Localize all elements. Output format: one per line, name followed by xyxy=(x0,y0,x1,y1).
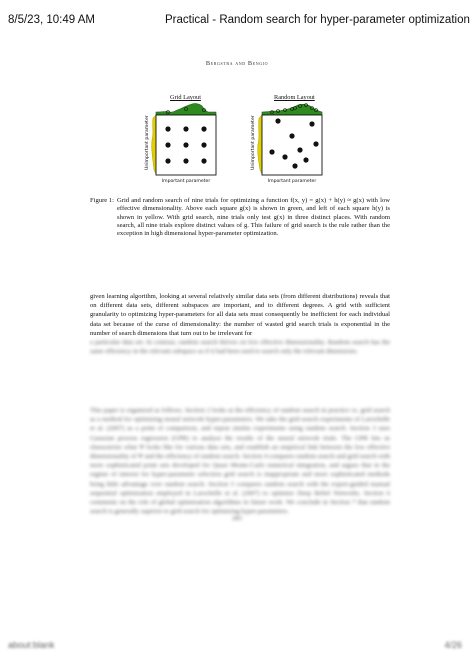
random-point xyxy=(292,163,297,168)
random-point xyxy=(275,118,280,123)
body-paragraph-1-tail: a particular data set. In contrast, random search thrives on low effective dimensionality. Random search has the same efficiency in the relevant subspace as if it had been used to search only the relevant dimensions. xyxy=(90,339,390,356)
grid-y-axis-label: Unimportant parameter xyxy=(145,115,150,170)
figure-caption xyxy=(90,197,390,238)
print-footer-url: about:blank xyxy=(8,640,55,650)
body-paragraph-1: given learning algorithm, looking at several relatively similar data sets (from different distributions) reveals that on different data sets, different subspaces are important, and to different degrees. A grid with sufficient granularity to optimizing hyper-parameters for all data sets must consequently be inefficient for each individual data set because of the curse of dimensionality: the number of wasted grid search trials is exponential in the number of search dimensions that turn out to be irrelevant for xyxy=(90,293,390,337)
print-header xyxy=(0,0,474,40)
grid-point xyxy=(201,158,206,163)
grid-point xyxy=(183,142,188,147)
grid-x-axis-label: Important parameter xyxy=(161,179,211,184)
grid-point xyxy=(183,126,188,131)
grid-yellow-curve xyxy=(152,115,156,174)
grid-point xyxy=(201,126,206,131)
random-point xyxy=(269,149,274,154)
print-footer-page: 4/26 xyxy=(444,640,462,650)
random-yellow-curve xyxy=(258,115,262,174)
grid-layout-panel xyxy=(144,104,216,184)
random-layout-panel xyxy=(250,104,322,185)
print-doc-title: Practical - Random search for hyper-parameter optimization xyxy=(165,14,470,26)
random-point xyxy=(303,157,308,162)
caption-text: Grid and random search of nine trials for optimizing a function f(x, y) = g(x) + h(y) ≈ g(x) with low effective dimensionality. Above each square g(x) is shown in green, and left of each square h(y) is shown in yellow. With grid search, nine trials only test g(x) in three distinct places. With random search, all nine trials explore distinct values of g. This failure of grid search is the rule rather than the exception in high dimensional hyper-parameter optimization. xyxy=(117,197,390,238)
grid-point xyxy=(165,142,170,147)
random-y-axis-label: Unimportant parameter xyxy=(251,115,256,170)
random-point xyxy=(313,141,318,146)
grid-point xyxy=(165,126,170,131)
grid-point xyxy=(201,142,206,147)
grid-point xyxy=(165,158,170,163)
random-point xyxy=(289,133,294,138)
random-x-axis-label: Important parameter xyxy=(267,179,317,184)
body-paragraph-2: This paper is organized as follows. Section 2 looks at the efficiency of random search in practice vs. grid search as a method for optimizing neural network hyper-parameters. We take the grid search experiments of Larochelle et al. (2007) as a point of comparison, and repeat similar experiments using random search. Section 3 uses Gaussian process regression (GPR) to analyze the results of the neural network trials. The GPR lets us characterize what Ψ looks like for various data sets, and establish an empirical link between the low effective dimensionality of Ψ and the efficiency of random search. Section 4 compares random search and grid search with more sophisticated point sets developed for Quasi Monte-Carlo numerical integration, and argues that in the regime of interest for hyper-parameter selection grid search is inappropriate and more sophisticated methods bring little advantage over random search. Section 5 compares random search with the expert-guided manual sequential optimization employed in Larochelle et al. (2007) to optimize Deep Belief Networks. Section 6 comments on the role of global optimization algorithms in future work. We conclude in Section 7 that random search is generally superior to grid search for optimizing hyper-parameters. xyxy=(90,407,390,516)
grid-point xyxy=(183,158,188,163)
grid-layout-title: Grid Layout xyxy=(170,94,201,101)
figure-1 xyxy=(140,100,340,186)
print-datetime: 8/5/23, 10:49 AM xyxy=(8,14,95,26)
page-number: 283 xyxy=(232,515,242,522)
random-layout-title: Random Layout xyxy=(274,94,315,101)
running-head: Bergstra and Bengio xyxy=(205,60,269,67)
grid-green-curve xyxy=(156,104,216,115)
random-point xyxy=(309,121,314,126)
caption-label: Figure 1: xyxy=(90,197,114,204)
random-point xyxy=(297,147,302,152)
print-footer xyxy=(0,640,474,660)
random-point xyxy=(282,154,287,159)
